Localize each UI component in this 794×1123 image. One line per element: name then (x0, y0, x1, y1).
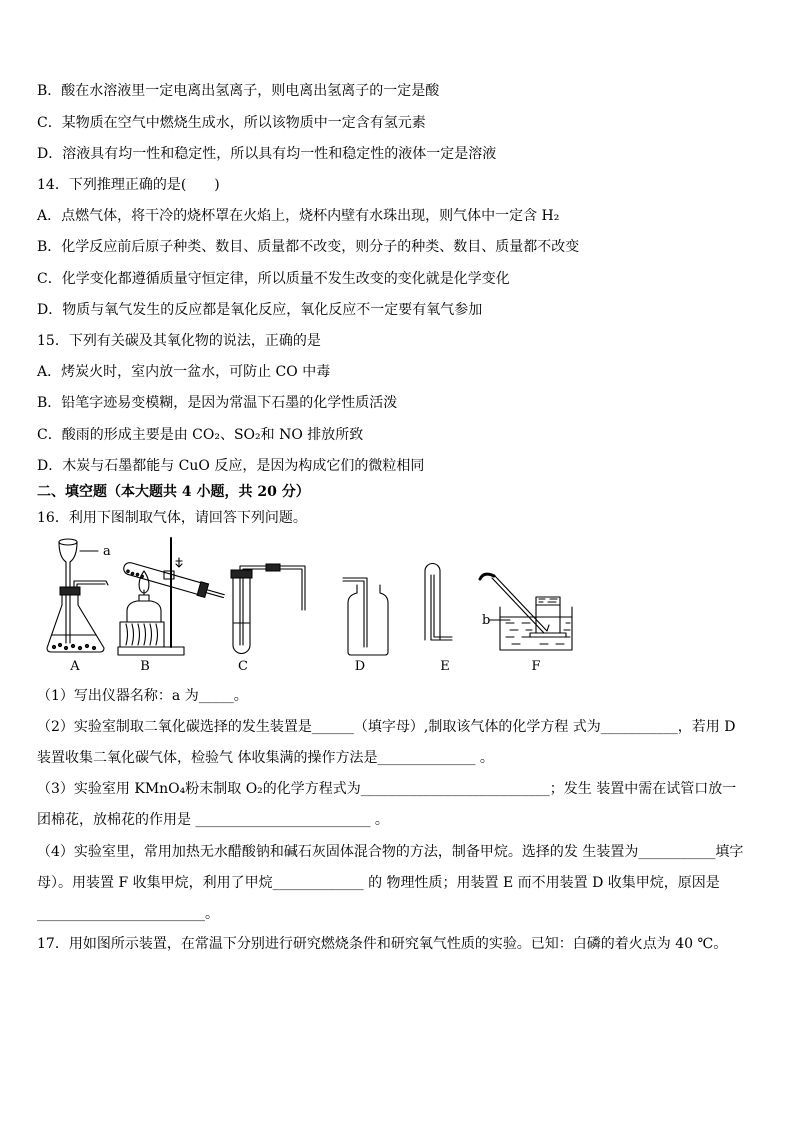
q13-option-c: C．某物质在空气中燃烧生成水，所以该物质中一定含有氢元素 (37, 115, 426, 131)
q16-part-4: （4）实验室里，常用加热无水醋酸钠和碱石灰固体混合物的方法，制备甲烷。选择的发 生装置为___________填字 (37, 844, 744, 860)
apparatus-a-conical-flask (47, 539, 111, 652)
q15-option-b: B．铅笔字迹易变模糊，是因为常温下石墨的化学性质活泼 (37, 395, 398, 411)
q17-stem: 17．用如图所示装置，在常温下分别进行研究燃烧条件和研究氧气性质的实验。已知：白磷的着火点为 40 ℃。 (37, 936, 728, 952)
q15-option-a: A．烤炭火时，室内放一盆水，可防止 CO 中毒 (37, 364, 331, 380)
q16-stem: 16．利用下图制取气体，请回答下列问题。 (37, 510, 307, 526)
q16-part-4-cont: 母）。用装置 F 收集甲烷，利用了甲烷_____________ 的 物理性质；用装置 E 而不用装置 D 收集甲烷，原因是 (37, 875, 720, 891)
q14-option-b: B．化学反应前后原子种类、数目、质量都不改变，则分子的种类、数目、质量都不改变 (37, 239, 580, 255)
flask-solid-granules (52, 643, 95, 649)
label-apparatus-f: F (531, 659, 541, 674)
q16-part-1: （1）写出仪器名称：a 为_____。 (37, 688, 248, 704)
section-heading: 二、填空题（本大题共 4 小题，共 20 分） (37, 484, 310, 500)
q15-option-d: D．木炭与石墨都能与 CuO 反应，是因为构成它们的微粒相同 (37, 458, 425, 474)
q16-part-3-cont: 团棉花，放棉花的作用是 _________________________ 。 (37, 812, 389, 828)
q15-option-c: C．酸雨的形成主要是由 CO₂、SO₂和 NO 排放所致 (37, 427, 364, 443)
label-a: a (103, 544, 111, 559)
apparatus-figure (0, 535, 794, 680)
label-apparatus-e: E (440, 659, 450, 674)
q16-part-4-blank: ________________________。 (37, 906, 219, 922)
q13-option-d: D．溶液具有均一性和稳定性，所以具有均一性和稳定性的液体一定是溶液 (37, 146, 497, 162)
label-apparatus-b: B (140, 659, 150, 674)
label-apparatus-a: A (70, 659, 80, 674)
apparatus-b-heating-setup (118, 538, 226, 655)
q16-part-2-cont: 装置收集二氧化碳气体，检验气 体收集满的操作方法是______________ 。 (37, 750, 494, 766)
q14-option-a: A．点燃气体，将干冷的烧杯罩在火焰上，烧杯内壁有水珠出现，则气体中一定含 H₂ (37, 208, 560, 224)
q13-option-b: B．酸在水溶液里一定电离出氢离子，则电离出氢离子的一定是酸 (37, 83, 440, 99)
apparatus-e-inverted-tube (425, 564, 452, 641)
q14-option-d: D．物质与氧气发生的反应都是氧化反应，氧化反应不一定要有氧气参加 (37, 302, 483, 318)
q15-stem: 15．下列有关碳及其氧化物的说法，正确的是 (37, 333, 321, 349)
apparatus-c-test-tube (231, 564, 305, 654)
q16-part-3: （3）实验室用 KMnO₄粉末制取 O₂的化学方程式为___________________________；发生 装置中需在试管口放一 (37, 781, 737, 797)
q14-stem: 14．下列推理正确的是( ) (37, 177, 220, 193)
q16-part-2: （2）实验室制取二氧化碳选择的发生装置是______（填字母）,制取该气体的化学方程 式为___________，若用 D (37, 719, 736, 735)
apparatus-f-water-trough (480, 574, 572, 650)
apparatus-d-gas-bottle (343, 578, 388, 655)
label-apparatus-c: C (238, 659, 248, 674)
label-b: b (482, 613, 491, 628)
label-apparatus-d: D (354, 659, 366, 674)
q14-option-c: C．化学变化都遵循质量守恒定律，所以质量不发生改变的变化就是化学变化 (37, 271, 510, 287)
